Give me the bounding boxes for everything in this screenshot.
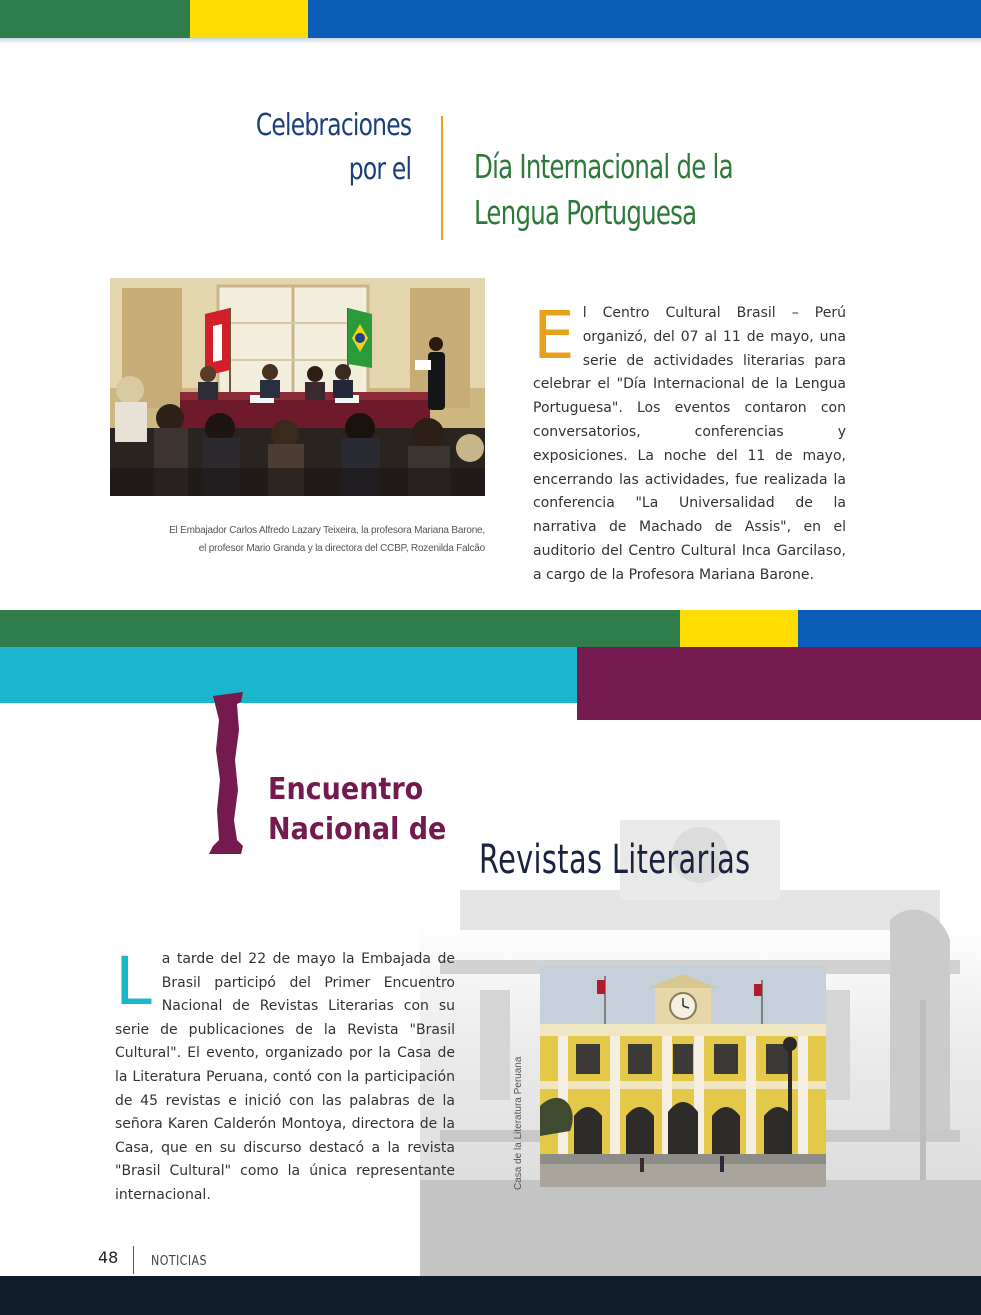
- purple-band: [577, 647, 981, 720]
- article1-heading-left-line2: por el: [348, 152, 411, 187]
- article2-heading-line1: Encuentro: [268, 772, 424, 807]
- top-bar-yellow: [190, 0, 308, 38]
- section-label: NOTICIAS: [151, 1254, 207, 1269]
- mid-bar-blue: [798, 610, 981, 647]
- article2-body-text: a tarde del 22 de mayo la Embajada de Brasil participó del Primer Encuentro Nacional de Revistas Literarias con su serie de publicaciones de la Revista "Brasil Cultural". El evento, organizado por la Casa de la Literatura Peruana, contó con la participación de 45 revistas e inició con las palabras de la señora Karen Calderón Montoya, directora de la Casa, que en su discurso destacó a la revista "Brasil Cultural" como la única representante internacional.: [115, 951, 455, 1203]
- footer-divider: [133, 1246, 134, 1274]
- event-photo-caption-line1: El Embajador Carlos Alfredo Lazary Teixeira, la profesora Mariana Barone,: [169, 525, 485, 536]
- article2-heading-right: Revistas Literarias: [479, 837, 751, 883]
- building-photo: [540, 966, 826, 1187]
- event-photo-caption-line2: el profesor Mario Granda y la directora del CCBP, Rozenilda Falcão: [198, 543, 485, 554]
- cyan-band: [0, 647, 577, 703]
- article1-heading-left-line1: Celebraciones: [255, 108, 411, 143]
- article1-body-text: l Centro Cultural Brasil – Perú organizó, del 07 al 11 de mayo, una serie de actividades literarias para celebrar el "Día Internacional de la Lengua Portuguesa". Los eventos contaron con conversatorios, conferencias y exposiciones. La noche del 11 de mayo, encerrando las actividades, fue realizada la conferencia "La Universalidad de la narrativa de Machado de Assis", en el auditorio del Centro Cultural Inca Garcilaso, a cargo de la Profesora Mariana Barone.: [533, 305, 846, 583]
- mid-bar-green: [0, 610, 680, 647]
- article1-heading-right-line1: Día Internacional de la: [474, 147, 733, 186]
- roman-numeral-one: [207, 690, 247, 856]
- mid-bar-yellow: [680, 610, 798, 647]
- article2-heading-left: [268, 770, 446, 850]
- bottom-bar: [0, 1276, 981, 1315]
- article1-dropcap: E: [533, 297, 575, 374]
- article1-heading-right-line2: Lengua Portuguesa: [474, 193, 697, 232]
- article2-dropcap: L: [115, 943, 152, 1020]
- event-photo-caption: [110, 522, 485, 558]
- event-photo: [110, 278, 485, 496]
- building-photo-caption: Casa de la Literatura Peruana: [513, 1056, 524, 1190]
- article1-heading-left: [256, 104, 411, 192]
- page-number: 48: [98, 1248, 119, 1267]
- article2-body: [115, 943, 455, 1208]
- heading-divider: [441, 116, 443, 240]
- top-bar-green: [0, 0, 190, 38]
- article2-heading-line2: Nacional de: [268, 812, 447, 847]
- article1-body: [533, 297, 846, 588]
- article1-heading-right: [474, 144, 733, 236]
- top-bar-shadow: [0, 38, 981, 44]
- top-bar-blue: [308, 0, 981, 38]
